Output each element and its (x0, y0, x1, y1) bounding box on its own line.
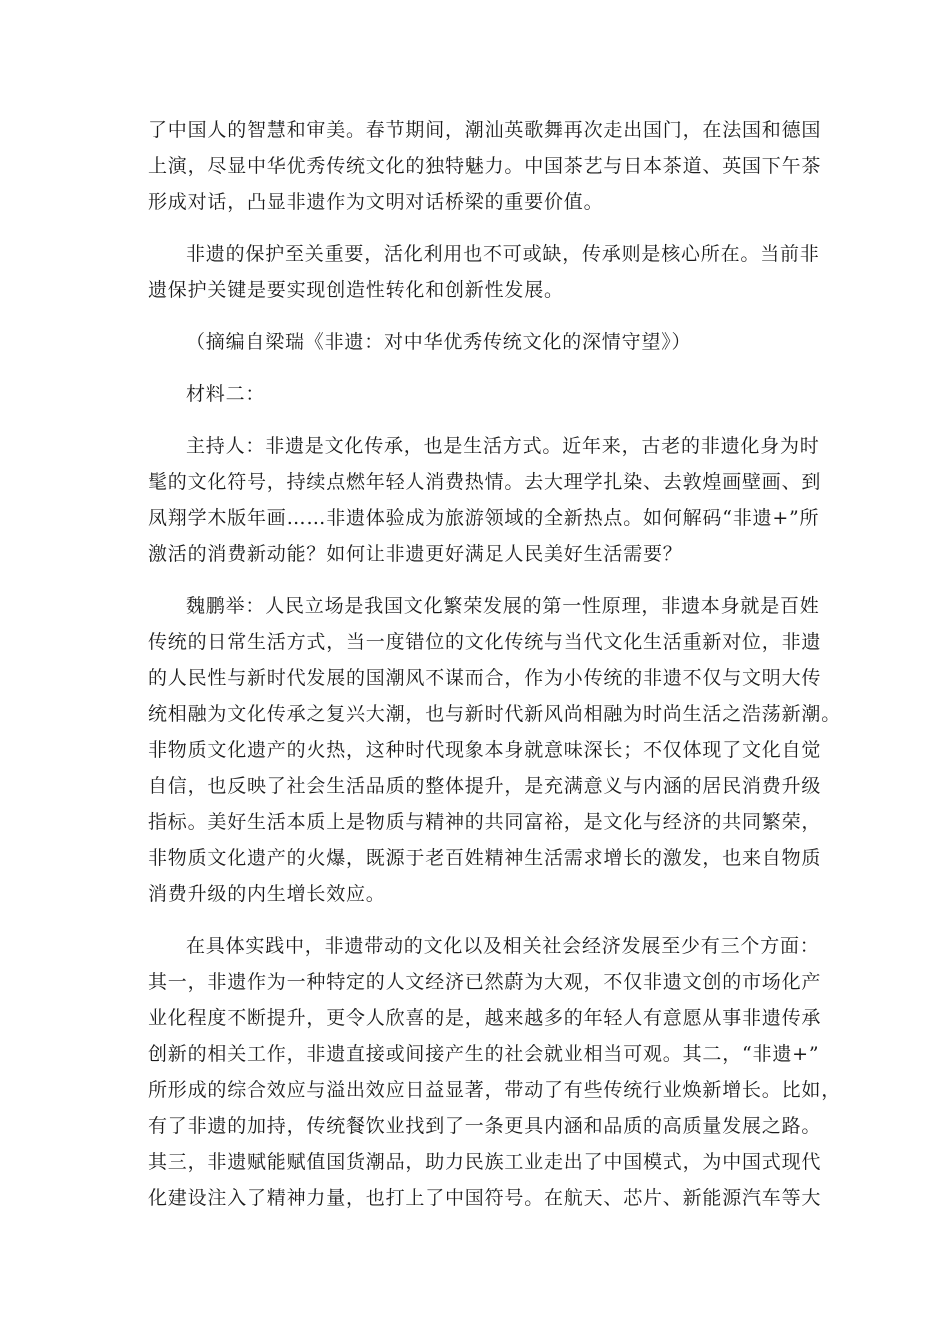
wei-para-line-7: 指标。美好生活本质上是物质与精神的共同富裕，是文化与经济的共同繁荣， (148, 811, 822, 833)
practice-para-line-7: 其三，非遗赋能赋值国货潮品，助力民族工业走出了中国模式，为中国式现代 (148, 1151, 822, 1173)
para1-line-2: 上演，尽显中华优秀传统文化的独特魅力。中国茶艺与日本茶道、英国下午茶 (148, 155, 822, 177)
host-para-line-4: 激活的消费新动能？如何让非遗更好满足人民美好生活需要？ (148, 543, 683, 565)
wei-para-line-3: 的人民性与新时代发展的国潮风不谋而合，作为小传统的非遗不仅与文明大传 (148, 667, 822, 689)
wei-para-line-1: 魏鹏举：人民立场是我国文化繁荣发展的第一性原理，非遗本身就是百姓 (186, 595, 820, 617)
practice-para-line-3: 业化程度不断提升，更令人欣喜的是，越来越多的年轻人有意愿从事非遗传承 (148, 1007, 822, 1029)
practice-para-line-5: 所形成的综合效应与溢出效应日益显著，带动了有些传统行业焕新增长。比如， (148, 1079, 842, 1101)
practice-para-line-1: 在具体实践中，非遗带动的文化以及相关社会经济发展至少有三个方面： (186, 935, 820, 957)
host-para-line-2: 髦的文化符号，持续点燃年轻人消费热情。去大理学扎染、去敦煌画壁画、到 (148, 471, 822, 493)
wei-para-line-9: 消费升级的内生增长效应。 (148, 883, 386, 905)
host-para-line-1: 主持人：非遗是文化传承，也是生活方式。近年来，古老的非遗化身为时 (186, 435, 820, 457)
wei-para-line-4: 统相融为文化传承之复兴大潮，也与新时代新风尚相融为时尚生活之浩荡新潮。 (148, 703, 842, 725)
practice-para-line-2: 其一，非遗作为一种特定的人文经济已然蔚为大观，不仅非遗文创的市场化产 (148, 971, 822, 993)
source-citation: （摘编自梁瑞《非遗：对中华优秀传统文化的深情守望》） (186, 331, 692, 353)
wei-para-line-8: 非物质文化遗产的火爆，既源于老百姓精神生活需求增长的激发，也来自物质 (148, 847, 822, 869)
para2-line-2: 遗保护关键是要实现创造性转化和创新性发展。 (148, 279, 564, 301)
host-para-line-3: 凤翔学木版年画……非遗体验成为旅游领域的全新热点。如何解码“非遗+”所 (148, 507, 820, 529)
wei-para-line-5: 非物质文化遗产的火热，这种时代现象本身就意味深长；不仅体现了文化自觉 (148, 739, 822, 761)
material-two-heading: 材料二： (186, 383, 266, 405)
para1-line-3: 形成对话，凸显非遗作为文明对话桥梁的重要价值。 (148, 191, 604, 213)
para1-line-1: 了中国人的智慧和审美。春节期间，潮汕英歌舞再次走出国门，在法国和德国 (148, 119, 822, 141)
wei-para-line-2: 传统的日常生活方式，当一度错位的文化传统与当代文化生活重新对位，非遗 (148, 631, 822, 653)
para2-line-1: 非遗的保护至关重要，活化利用也不可或缺，传承则是核心所在。当前非 (186, 243, 820, 265)
practice-para-line-8: 化建设注入了精神力量，也打上了中国符号。在航天、芯片、新能源汽车等大 (148, 1187, 822, 1209)
practice-para-line-6: 有了非遗的加持，传统餐饮业找到了一条更具内涵和品质的高质量发展之路。 (148, 1115, 822, 1137)
wei-para-line-6: 自信，也反映了社会生活品质的整体提升，是充满意义与内涵的居民消费升级 (148, 775, 822, 797)
practice-para-line-4: 创新的相关工作，非遗直接或间接产生的社会就业相当可观。其二，“非遗+” (148, 1043, 820, 1065)
